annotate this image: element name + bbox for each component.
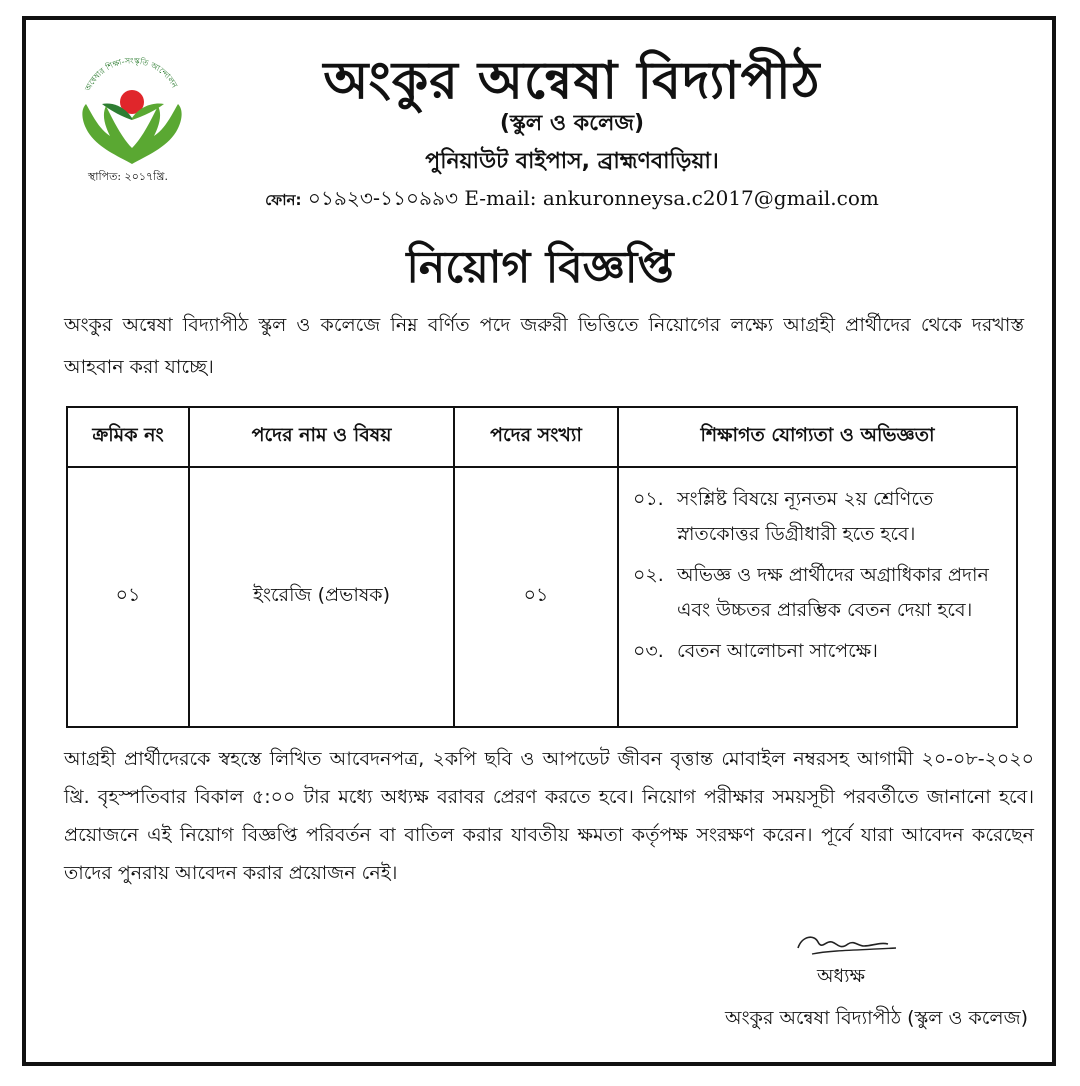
qualification-item [633,634,1006,669]
header-qualification: শিক্ষাগত যোগ্যতা ও অভিজ্ঞতা [618,407,1017,467]
svg-text:অন্বেষার শিক্ষা-সংস্কৃতি আন্দো [83,56,179,93]
principal-signature [792,926,902,960]
signatory-title: অধ্যক্ষ [816,965,865,987]
qualification-text: অভিজ্ঞ ও দক্ষ প্রার্থীদের অগ্রাধিকার প্রদান এবং উচ্চতর প্রারম্ভিক বেতন দেয়া হবে। [677,564,989,621]
qualification-text: বেতন আলোচনা সাপেক্ষে। [677,640,878,662]
vacancy-table [66,406,1018,728]
cell-serial: ০১ [67,467,189,727]
notice-intro: অংকুর অন্বেষা বিদ্যাপীঠ স্কুল ও কলেজে নিম্ন বর্ণিত পদে জরুরী ভিত্তিতে নিয়োগের লক্ষ্যে আগ্রহী প্রার্থীদের থেকে দরখাস্ত আহবান করা যাচ্ছে। [64,314,1024,378]
table-header-row [67,407,1017,467]
qualification-number: ০১. [633,488,664,510]
cell-qualifications [618,467,1017,727]
school-type: (স্কুল ও কলেজ) [499,111,645,136]
qualification-item [633,482,1006,552]
school-address: পুনিয়াউট বাইপাস, ব্রাহ্মণবাড়িয়া। [425,149,719,174]
qualification-text: সংশ্লিষ্ট বিষয়ে ন্যূনতম ২য় শ্রেণিতে স্নাতকোত্তর ডিগ্রীধারী হতে হবে। [677,488,934,545]
school-logo [58,44,206,184]
cell-post: ইংরেজি (প্রভাষক) [189,467,454,727]
school-contact [232,184,912,217]
email-address: E-mail: ankuronneysa.c2017@gmail.com [464,186,879,210]
logo-founded-text: স্থাপিত: ২০১৭খ্রি. [88,170,168,183]
phone-label: ফোন: [265,191,302,209]
application-instructions: আগ্রহী প্রার্থীদেরকে স্বহস্তে লিখিত আবেদনপত্র, ২কপি ছবি ও আপডেট জীবন বৃত্তান্ত মোবাইল নম্বরসহ আগামী ২০-০৮-২০২০ খ্রি. বৃহস্পতিবার বিকাল ৫:০০ টার মধ্যে অধ্যক্ষ বরাবর প্রেরণ করতে হবে। নিয়োগ পরীক্ষার সময়সূচী পরবর্তীতে জানানো হবে। প্রয়োজনে এই নিয়োগ বিজ্ঞপ্তি পরিবর্তন বা বাতিল করার যাবতীয় ক্ষমতা কর্তৃপক্ষ সংরক্ষণ করেন। পূর্বে যারা আবেদন করেছেন তাদের পুনরায় আবেদন করার প্রয়োজন নেই। [64,748,1034,884]
table-row [67,467,1017,727]
logo-arc-text: অন্বেষার শিক্ষা-সংস্কৃতি আন্দোলন [83,56,180,93]
qualification-number: ০৩. [633,640,664,662]
phone-number: ০১৯২৩-১১০৯৯৩ [307,186,458,210]
school-name: অংকুর অন্বেষা বিদ্যাপীঠ [323,50,821,111]
notice-title: নিয়োগ বিজ্ঞপ্তি [406,242,674,293]
header-post: পদের নাম ও বিষয় [189,407,454,467]
cell-count: ০১ [454,467,618,727]
qualification-item [633,558,1006,628]
signatory-organization: অংকুর অন্বেষা বিদ্যাপীঠ (স্কুল ও কলেজ) [725,1007,1028,1029]
header-count: পদের সংখ্যা [454,407,618,467]
qualification-number: ০২. [633,564,664,586]
header-serial: ক্রমিক নং [67,407,189,467]
